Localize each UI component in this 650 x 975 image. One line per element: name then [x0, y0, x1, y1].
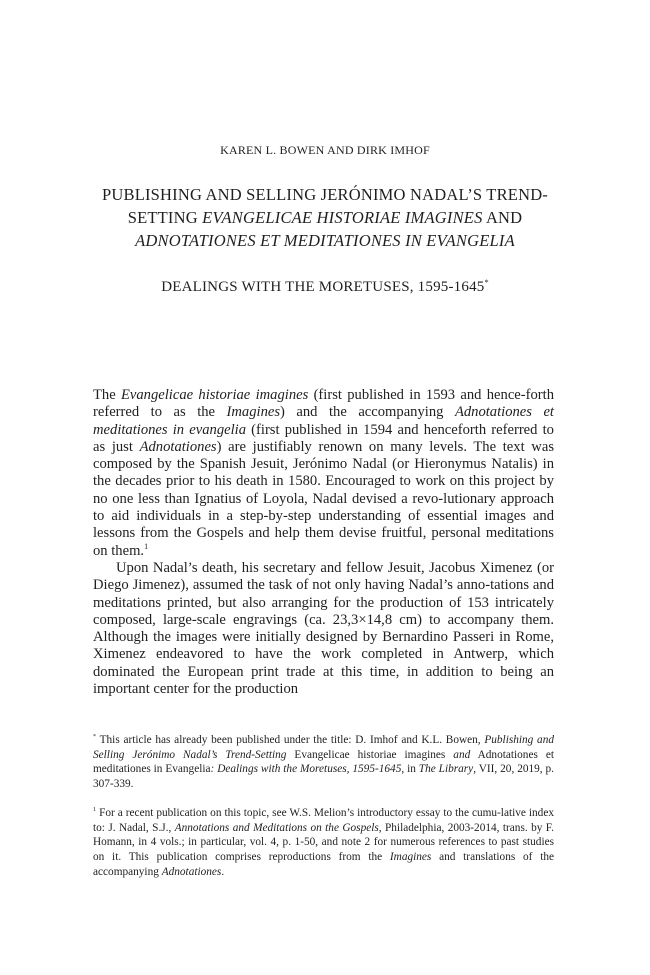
- italic-run: Adnotationes: [139, 438, 217, 455]
- italic-run: Adnotationes et meditationes in evangelia: [93, 404, 554, 438]
- text-run: , VII, 20, 2019, p. 307-339.: [93, 763, 554, 791]
- italic-run: Publishing and Selling Jerónimo Nadal’s Trend-Setting: [93, 734, 554, 761]
- text-run: (first published in 1594 and henceforth referred to as just: [93, 421, 554, 455]
- paragraph-1: [93, 387, 554, 560]
- paragraph-2: Upon Nadal’s death, his secretary and fellow Jesuit, Jacobus Ximenez (or Diego Jimenez), assumed the task of not only having Nadal’s anno-tations and meditations printed, but also arranging for the production of 153 intricately composed, large-scale engravings (ca. 23,3×14,8 cm) to accompany them. Although the images were initially designed by Bernardino Passeri in Rome, Ximenez endeavored to have the work completed in Antwerp, which dominated the European print trade at this time, in addition to being an important center for the production: [93, 559, 554, 698]
- title-italic-text: EVANGELICAE HISTORIAE IMAGINES: [202, 208, 483, 227]
- footnote-marker-1[interactable]: 1: [144, 541, 149, 551]
- text-run: (first published in 1593 and hence-forth referred to as the: [93, 387, 554, 421]
- text-run: .: [221, 865, 225, 878]
- italic-run: Adnotationes: [161, 865, 222, 878]
- text-run: This article has already been published under the title: D. Imhof and K.L. Bowen,: [96, 734, 485, 746]
- text-run: ) and the accompanying: [280, 404, 455, 421]
- article-subtitle: [0, 279, 650, 296]
- footnote-marker-star[interactable]: *: [484, 278, 489, 287]
- italic-run: and: [453, 748, 471, 761]
- text-run: and translations of the accompanying: [93, 851, 554, 878]
- subtitle-text: DEALINGS WITH THE MORETUSES, 1595-1645: [161, 279, 485, 295]
- footnote-star: [93, 733, 554, 792]
- text-run: The: [93, 387, 121, 403]
- italic-run: Imagines: [226, 404, 281, 421]
- italic-run: Evangelicae historiae imagines: [120, 387, 309, 403]
- text-run: ) are justifiably renown on many levels. The text was composed by the Spanish Jesuit, Jerónimo Nadal (or Hieronymus Natalis) in the decades prior to his death in 1580. Encouraged to work on this project by no one less than Ignatius of Loyola, Nadal devised a revo-lutionary approach to aid individuals in a step-by-step understanding of essential images and lessons from the Gospels and help them devise fruitful, personal meditations on them.: [93, 438, 554, 559]
- title-text: AND: [482, 208, 523, 227]
- text-run: , Philadelphia, 2003-2014, trans. by F. Homann, in 4 vols.; in particular, vol. 4, p. 1-50, and note 2 for numerous references to past studies on it. This publication comprises reproductions from the: [93, 821, 554, 864]
- footnote-marker: *: [93, 733, 97, 741]
- article-title: [60, 183, 590, 252]
- italic-run: The Library: [418, 763, 474, 776]
- text-run: , in: [401, 763, 419, 776]
- text-run: For a recent publication on this topic, see W.S. Melion’s introductory essay to the cumu-lative index to: J. Nadal, S.J.,: [93, 807, 554, 834]
- italic-run: : Dealings with the Moretuses, 1595-1645: [210, 763, 402, 776]
- text-run: Adnotationes et meditationes in Evangelia: [93, 748, 555, 776]
- footnote-1: [93, 806, 554, 880]
- title-text: SETTING: [127, 208, 203, 227]
- title-line-1: PUBLISHING AND SELLING JERÓNIMO NADAL’S TREND-: [102, 185, 548, 204]
- body-text: [93, 387, 554, 698]
- italic-run: Imagines: [389, 851, 432, 864]
- author-names: KAREN L. BOWEN AND DIRK IMHOF: [220, 143, 430, 157]
- text-run: Evangelicae historiae imagines: [286, 748, 454, 761]
- italic-run: Annotations and Meditations on the Gospels: [174, 821, 379, 834]
- footnote-marker: 1: [93, 806, 97, 814]
- title-line-2: [60, 206, 590, 229]
- title-line-3: ADNOTATIONES ET MEDITATIONES IN EVANGELIA: [135, 231, 515, 250]
